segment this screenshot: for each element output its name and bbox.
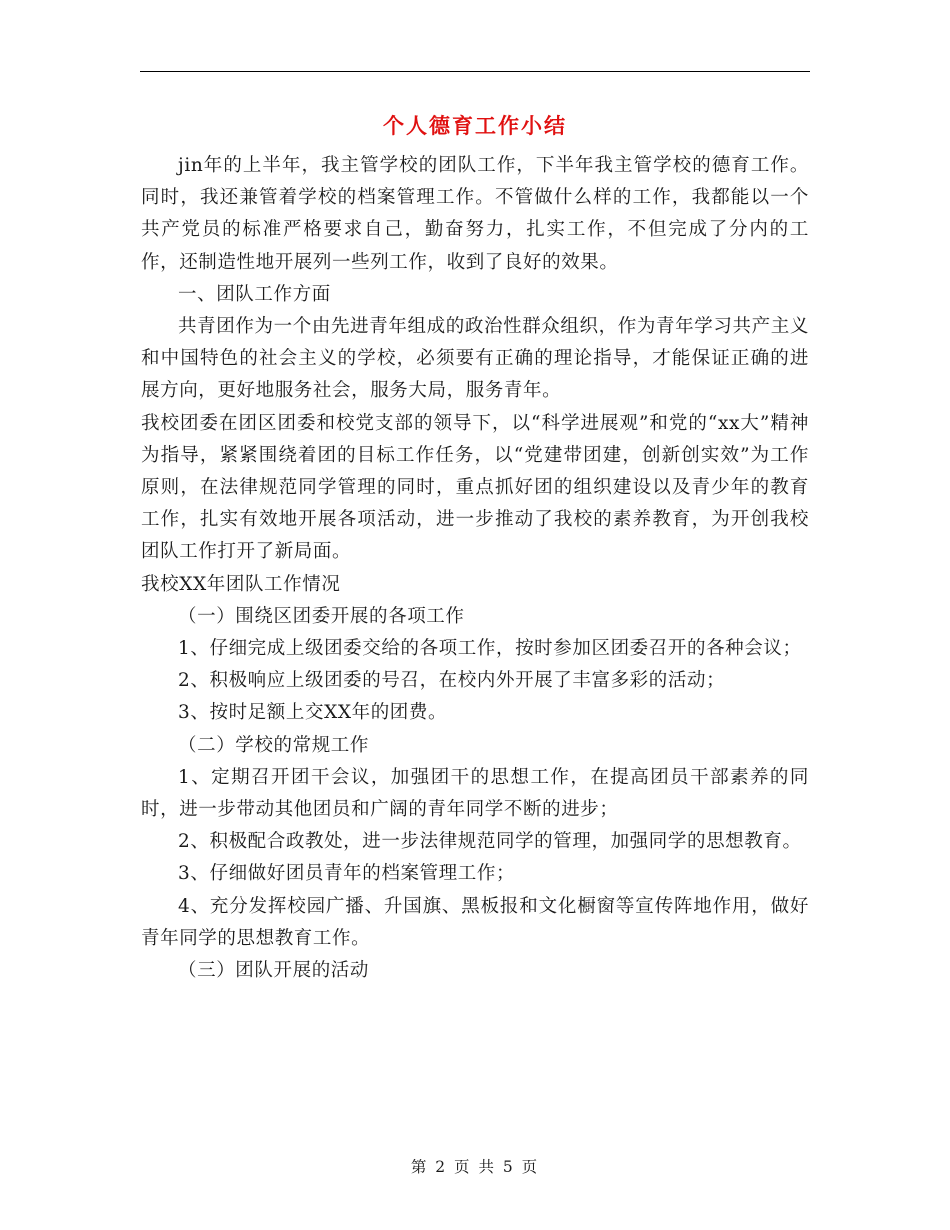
subsection-heading: （三）团队开展的活动 [178, 960, 370, 982]
paragraph: 共青团作为一个由先进青年组成的政治性群众组织，作为青年学习共产主义和中国特色的社会主义的学校，必须要有正确的理论指导，才能保证正确的进展方向，更好地服务社会，服务大局，服务青年。 [141, 316, 809, 402]
page-number: 第 2 页 共 5 页 [410, 1158, 540, 1176]
section-heading: 一、团队工作方面 [178, 283, 331, 305]
subsection-heading: （二）学校的常规工作 [178, 734, 370, 756]
list-item: 3、按时足额上交XX年的团费。 [178, 702, 448, 724]
list-item: 1、仔细完成上级团委交给的各项工作，按时参加区团委召开的各种会议； [178, 638, 802, 660]
list-item: 4、充分发挥校园广播、升国旗、黑板报和文化橱窗等宣传阵地作用，做好青年同学的思想教育工作。 [141, 895, 809, 949]
list-item: 2、积极配合政教处，进一步法律规范同学的管理，加强同学的思想教育。 [178, 831, 802, 853]
list-item: 2、积极响应上级团委的号召，在校内外开展了丰富多彩的活动； [178, 670, 726, 692]
paragraph: 我校XX年团队工作情况 [141, 573, 341, 595]
paragraph: 我校团委在团区团委和校党支部的领导下，以“科学进展观”和党的“xx大”精神为指导，紧紧围绕着团的目标工作任务，以“党建带团建，创新创实效”为工作原则，在法律规范同学管理的同时，重点抓好团的组织建设以及青少年的教育工作，扎实有效地开展各项活动，进一步推动了我校的素养教育，为开创我校团队工作打开了新局面。 [141, 412, 809, 563]
document-title: 个人德育工作小结 [383, 113, 567, 138]
header-rule [140, 71, 810, 72]
paragraph-intro: jin年的上半年，我主管学校的团队工作，下半年我主管学校的德育工作。同时，我还兼管着学校的档案管理工作。不管做什么样的工作，我都能以一个共产党员的标准严格要求自己，勤奋努力，扎实工作，不但完成了分内的工作，还制造性地开展列一些列工作，收到了良好的效果。 [141, 155, 809, 273]
page-footer [0, 1155, 950, 1177]
list-item: 1、定期召开团干会议，加强团干的思想工作，在提高团员干部素养的同时，进一步带动其他团员和广阔的青年同学不断的进步； [141, 766, 809, 821]
document-body [141, 150, 809, 987]
list-item: 3、仔细做好团员青年的档案管理工作； [178, 863, 516, 885]
subsection-heading: （一）围绕区团委开展的各项工作 [178, 605, 465, 627]
